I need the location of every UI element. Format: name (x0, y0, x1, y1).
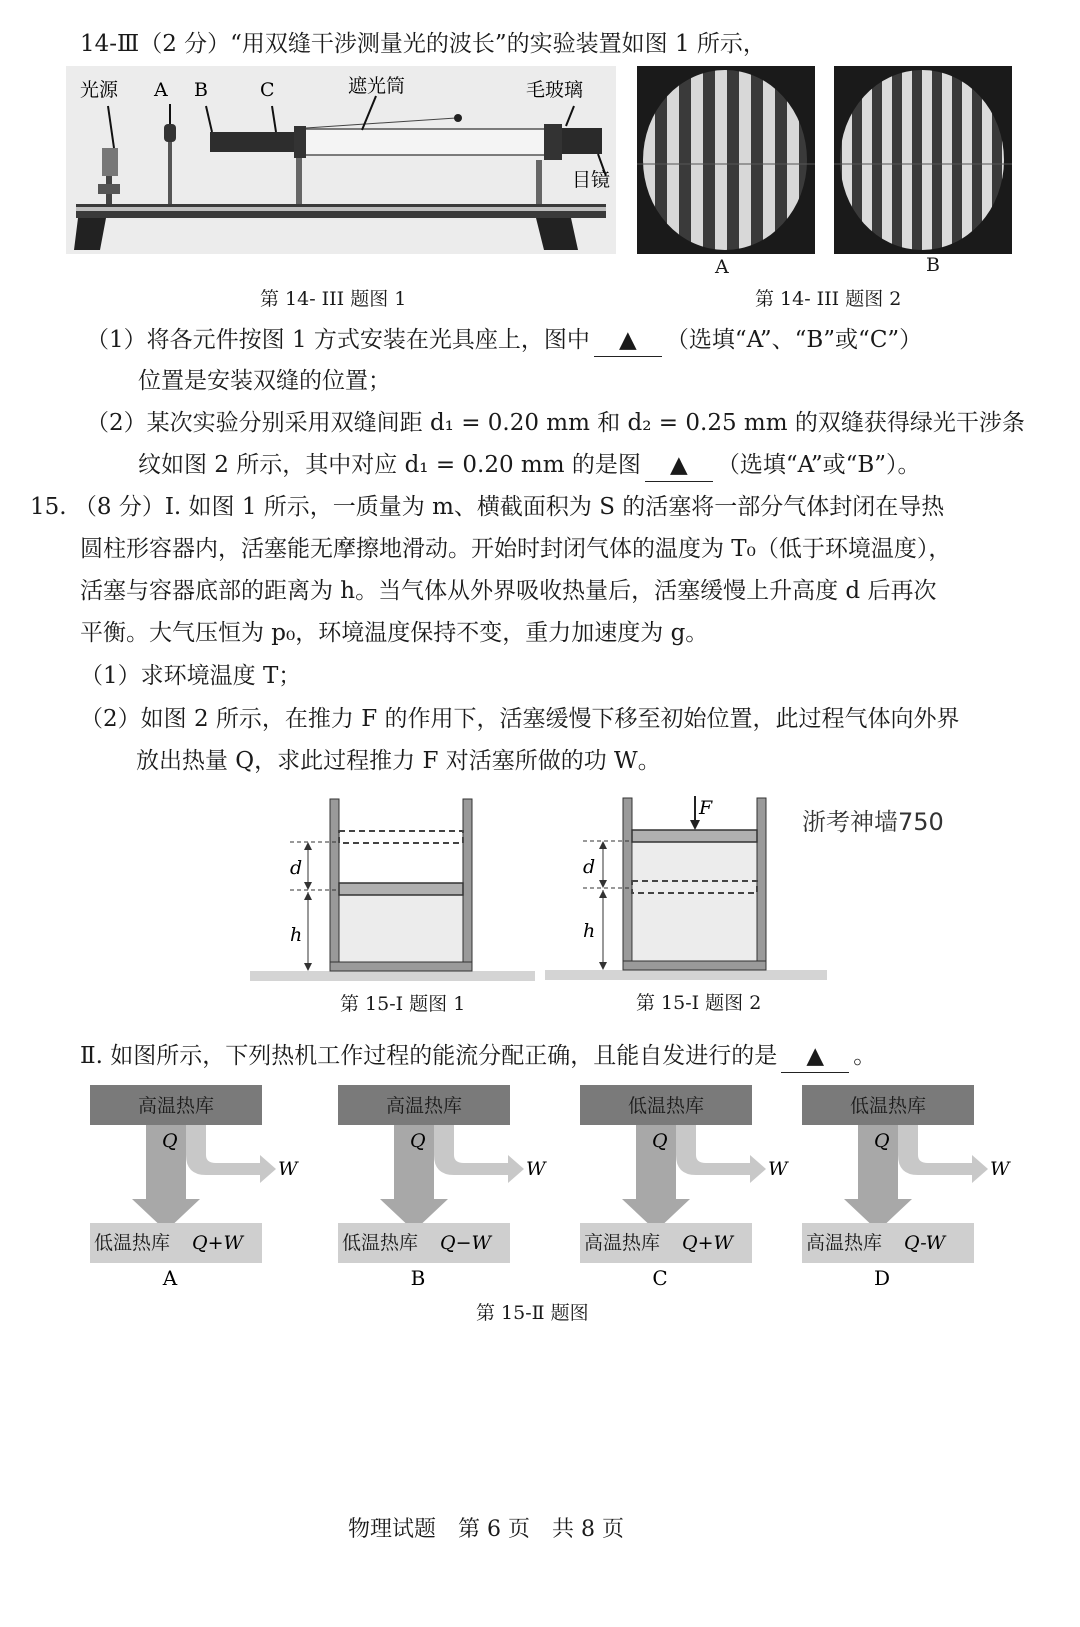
q15-line2: 圆柱形容器内，活塞能无摩擦地滑动。开始时封闭气体的温度为 T₀（低于环境温度）， (80, 536, 952, 562)
heat-engine-a (88, 1083, 318, 1293)
fig14-2-caption: 第 14- III 题图 2 (755, 288, 902, 310)
answer-blank-15-2[interactable]: ▲ (781, 1040, 849, 1073)
fringe-label-b: B (926, 254, 940, 276)
cylinder-figure-2 (545, 790, 827, 988)
q-label: Q (874, 1130, 890, 1152)
label-light-source: 光源 (80, 79, 119, 101)
option-label: B (410, 1266, 426, 1290)
q-label: Q (162, 1130, 178, 1152)
q15-part2: Ⅱ. 如图所示，下列热机工作过程的能流分配正确，且能自发进行的是 ▲ 。 (80, 1040, 876, 1073)
w-label: W (526, 1158, 546, 1180)
work-arrow (676, 1125, 766, 1183)
top-reservoir-label: 低温热库 (627, 1095, 705, 1117)
work-arrow (898, 1125, 988, 1183)
fig14-1-caption: 第 14- III 题图 1 (260, 288, 407, 310)
label-tube: 遮光筒 (348, 75, 406, 97)
bottom-reservoir-label: 高温热库 (806, 1232, 883, 1254)
q14-header: 14-Ⅲ（2 分）“用双缝干涉测量光的波长”的实验装置如图 1 所示， (80, 31, 766, 57)
label-c: C (260, 79, 275, 101)
q14-part1-line2: 位置是安装双缝的位置； (138, 368, 391, 394)
piston (339, 883, 463, 895)
option-label: D (873, 1266, 891, 1290)
w-label: W (278, 1158, 298, 1180)
heat-engine-c (578, 1083, 808, 1293)
label-a: A (154, 79, 168, 101)
work-arrow (186, 1125, 276, 1183)
w-label: W (768, 1158, 788, 1180)
answer-blank-14-2[interactable]: ▲ (645, 449, 713, 482)
bottom-reservoir-label: 低温热库 (342, 1232, 419, 1254)
cylinder-figure-1 (250, 795, 535, 990)
heat-engine-d (800, 1083, 1030, 1293)
fig15-2-caption: 第 15-I 题图 2 (636, 992, 762, 1014)
engines-caption: 第 15-Ⅱ 题图 (476, 1302, 589, 1324)
q15-line7: 放出热量 Q，求此过程推力 F 对活塞所做的功 W。 (136, 748, 661, 774)
work-arrow (434, 1125, 524, 1183)
output-label: Q+W (682, 1232, 734, 1254)
heat-engine-b (336, 1083, 566, 1293)
fig15-1-caption: 第 15-I 题图 1 (340, 993, 466, 1015)
label-h-2: h (583, 920, 596, 942)
w-label: W (990, 1158, 1010, 1180)
top-reservoir-label: 高温热库 (385, 1095, 463, 1117)
label-d: d (290, 857, 303, 879)
q14-part2-line2: 纹如图 2 所示，其中对应 d₁ = 0.20 mm 的是图 ▲ （选填“A”或“B”）。 (138, 449, 921, 482)
page-footer: 物理试题 第 6 页 共 8 页 (348, 1517, 624, 1542)
label-d-2: d (583, 856, 596, 878)
q-label: Q (410, 1130, 426, 1152)
q15-line3: 活塞与容器底部的距离为 h。当气体从外界吸收热量后，活塞缓慢上升高度 d 后再次 (80, 578, 937, 604)
watermark: 浙考神墙750 (802, 808, 944, 836)
q-label: Q (652, 1130, 668, 1152)
light-shield-tube (300, 129, 550, 155)
label-force: F (699, 797, 713, 819)
piston-pushed (632, 830, 757, 842)
q15-line5: （1）求环境温度 T； (80, 663, 302, 689)
answer-blank-14-1[interactable]: ▲ (594, 324, 662, 357)
output-label: Q+W (192, 1232, 244, 1254)
output-label: Q−W (440, 1232, 492, 1254)
q14-part1-line1: （1）将各元件按图 1 方式安装在光具座上，图中 ▲ （选填“A”、“B”或“C”） (86, 324, 922, 357)
q15-line4: 平衡。大气压恒为 p₀，环境温度保持不变，重力加速度为 g。 (80, 620, 709, 646)
fringe-patterns (637, 66, 1012, 256)
option-label: C (652, 1266, 668, 1290)
output-label: Q-W (904, 1232, 946, 1254)
top-reservoir-label: 高温热库 (137, 1095, 215, 1117)
bottom-reservoir-label: 高温热库 (584, 1232, 661, 1254)
bottom-reservoir-label: 低温热库 (94, 1232, 171, 1254)
label-frosted-glass: 毛玻璃 (526, 79, 584, 101)
top-reservoir-label: 低温热库 (849, 1095, 927, 1117)
option-label: A (162, 1266, 178, 1290)
label-h: h (290, 924, 303, 946)
q15-line6: （2）如图 2 所示，在推力 F 的作用下，活塞缓慢下移至初始位置，此过程气体向外界 (80, 706, 960, 732)
q14-part2-line1: （2）某次实验分别采用双缝间距 d₁ = 0.20 mm 和 d₂ = 0.25 mm 的双缝获得绿光干涉条 (86, 410, 1025, 436)
q15-line1: 15. （8 分）Ⅰ. 如图 1 所示，一质量为 m、横截面积为 S 的活塞将一部分气体封闭在导热 (30, 494, 945, 520)
piston-final-position (339, 831, 463, 843)
label-eyepiece: 目镜 (572, 169, 611, 191)
fringe-label-a: A (715, 256, 729, 278)
apparatus-photo (66, 66, 616, 254)
label-b: B (194, 79, 208, 101)
